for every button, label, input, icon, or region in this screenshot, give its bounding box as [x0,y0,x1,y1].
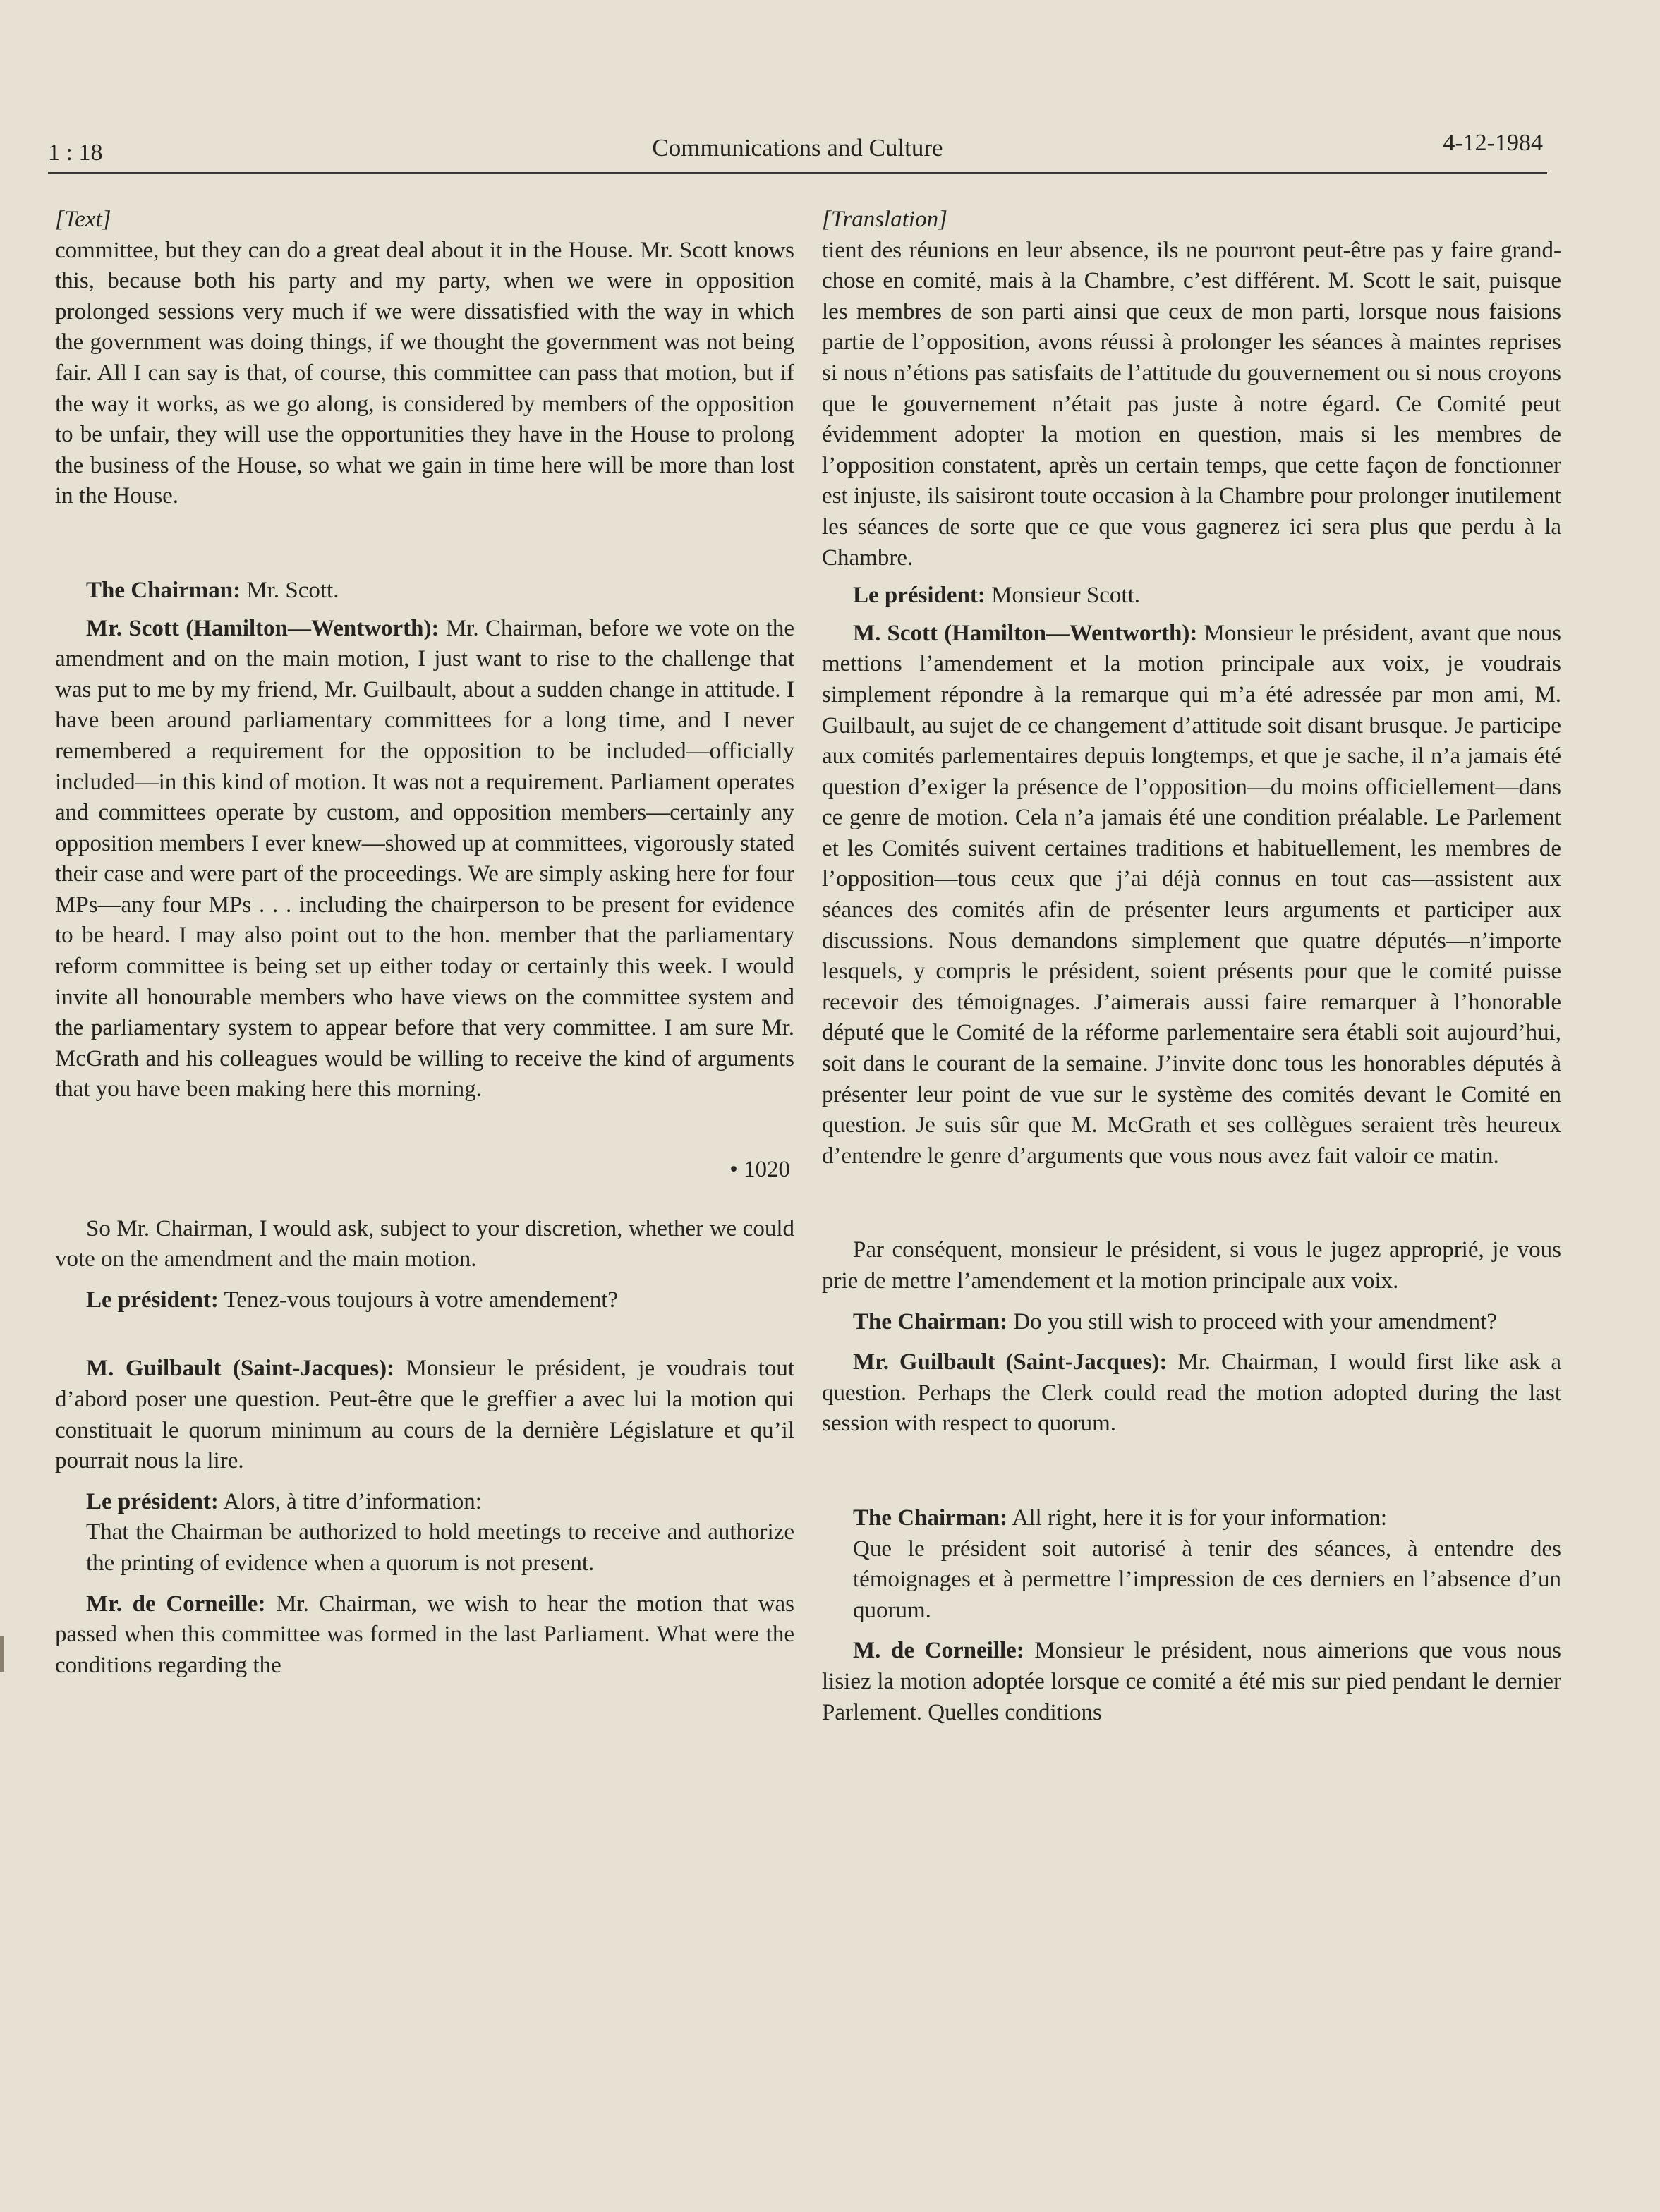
header-date: 4-12-1984 [1443,130,1543,156]
edge-mark [0,1636,4,1672]
speech-text: Monsieur le président, je voudrais tout d’abord poser une question. Peut-être que le greffier a avec lui la motion qui constituait le quorum minimum au cours de la dernière Législature et qu’il pourrait nous la lire. [55,1356,794,1474]
paragraph: So Mr. Chairman, I would ask, subject to your discretion, whether we could vote on the amendment and the main motion. [55,1215,794,1272]
speech-text: Mr. Chairman, I would first like ask a question. Perhaps the Clerk could read the motion adopted during the last session with respect to quorum. [822,1349,1561,1437]
paragraph [822,1307,1561,1338]
speaker-name: Mr. de Corneille: [86,1591,266,1617]
quoted-motion: Que le président soit autorisé à tenir des séances, à entendre des témoignages et à permettre l’impression de ces derniers en l’absence d’un quorum. [853,1536,1561,1623]
speech-text: Mr. Scott. [241,577,339,603]
translation-label: [Translation] [822,207,947,232]
running-title: Communications and Culture [652,134,943,162]
speaker-name: The Chairman: [853,1505,1008,1531]
text-label: [Text] [55,207,111,232]
speaker-name: Mr. Scott (Hamilton—Wentworth): [86,615,440,641]
paragraph [55,1285,794,1316]
speech-text: Mr. Chairman, before we vote on the amendment and on the main motion, I just want to rise to the challenge that was put to me by my friend, Mr. Guilbault, about a sudden change in attitude. I have been around parliamentary committees for a long time, and I never remembered a requirement for the opposition to be included—officially included—in this kind of motion. It was not a requirement. Parliament operates and committees operate by custom, and opposition members—certainly any opposition members I ever knew—showed up at committees, vigorously stated their case and were part of the proceedings. We are simply asking here for four MPs—any four MPs . . . including the chairperson to be present for evidence to be heard. I may also point out to the hon. member that the parliamentary reform committee is being set up either today or certainly this week. I would invite all honourable members who have views on the committee system and the parliamentary system to appear before that very committee. I am sure Mr. McGrath and his colleagues would be willing to receive the kind of arguments that you have been making here this morning. [55,615,794,1102]
paragraph [822,1347,1561,1440]
speaker-name: M. de Corneille: [853,1638,1024,1664]
paragraph [822,619,1561,1172]
paragraph: tient des réunions en leur absence, ils ne pourront peut-être pas y faire grand-chose en comité, mais à la Chambre, c’est différent. M. Scott le sait, puisque les membres de son parti ainsi que ceux de mon parti, lorsque nous faisions partie de l’opposition, avons réussi à prolonger les séances à maintes reprises si nous n’étions pas satisfaits de l’attitude du gouvernement ou si nous croyons que le gouvernement n’était pas juste à notre égard. Ce Comité peut évidemment adopter la motion en question, mais si les membres de l’opposition constatent, après un certain temps, que cette façon de fonctionner est injuste, ils saisiront toute occasion à la Chambre pour prolonger inutilement les séances de sorte que ce que vous gagnerez ici sera plus que perdu à la Chambre. [822,237,1561,571]
speech-text: Mr. Chairman, we wish to hear the motion that was passed when this committee was formed in the last Parliament. What were the conditions regarding the [55,1591,794,1678]
speech-text: Do you still wish to proceed with your amendment? [1007,1308,1497,1335]
paragraph [822,1503,1561,1534]
paragraph [55,614,794,1106]
speaker-name: M. Scott (Hamilton—Wentworth): [853,620,1198,646]
speaker-name: Le président: [853,583,986,609]
quoted-motion: That the Chairman be authorized to hold meetings to receive and authorize the printing of evidence when a quorum is not present. [86,1519,794,1576]
paragraph [55,1354,794,1476]
paragraph: Par conséquent, monsieur le président, si vous le jugez approprié, je vous prie de mettre l’amendement et la motion principale aux voix. [822,1237,1561,1294]
paragraph: committee, but they can do a great deal about it in the House. Mr. Scott knows this, because both his party and my party, when we were in opposition prolonged sessions very much if we were dissatisfied with the way in which the government was doing things, if we thought the government was not being fair. All I can say is that, of course, this committee can pass that motion, but if the way it works, as we go along, is considered by members of the opposition to be unfair, they will use the opportunities they have in the House to prolong the business of the House, so what we gain in time here will be more than lost in the House. [55,237,794,509]
paragraph [55,1589,794,1682]
left-column [55,205,794,1681]
speaker-name: The Chairman: [853,1308,1008,1335]
paragraph [822,581,1561,612]
speech-text: Tenez-vous toujours à votre amendement? [218,1287,619,1313]
right-column [822,205,1561,1728]
speaker-name: The Chairman: [86,577,241,603]
page-header [48,126,1547,174]
page-number: 1 : 18 [48,140,103,166]
speech-text: Alors, à titre d’information: [218,1488,482,1514]
speaker-name: M. Guilbault (Saint-Jacques): [86,1356,395,1382]
time-marker: • 1020 [729,1157,790,1183]
paragraph [55,576,794,607]
speech-text: Monsieur le président, nous aimerions que vous nous lisiez la motion adoptée lorsque ce comité a été mis sur pied pendant le dernier Parlement. Quelles conditions [822,1638,1561,1725]
paragraph [55,1487,794,1518]
speaker-name: Mr. Guilbault (Saint-Jacques): [853,1349,1168,1375]
speech-text: Monsieur Scott. [985,583,1140,609]
speaker-name: Le président: [86,1488,219,1514]
speaker-name: Le président: [86,1287,219,1313]
paragraph [822,1636,1561,1728]
speech-text: All right, here it is for your information: [1007,1505,1388,1531]
speech-text: Monsieur le président, avant que nous mettions l’amendement et la motion principale aux voix, je voudrais simplement répondre à la remarque qui m’a été adressée par mon ami, M. Guilbault, au sujet de ce changement d’attitude soit disant brusque. Je participe aux comités parlementaires depuis longtemps, et que je sache, il n’a jamais été question d’exiger la présence de l’opposition—du moins officiellement—dans ce genre de motion. Cela n’a jamais été une condition préalable. Le Parlement et les Comités suivent certaines traditions et habituellement, les membres de l’opposition—tous ceux que j’ai déjà connus en tout cas—assistent aux séances des comités afin de présenter leurs arguments et participer aux discussions. Nous demandons simplement que quatre députés—n’importe lesquels, y compris le président, soient présents pour que le comité puisse recevoir des témoignages. J’aimerais aussi faire remarquer à l’honorable député que le Comité de la réforme parlementaire sera établi soit aujourd’hui, soit dans le courant de la semaine. J’invite donc tous les honorables députés à présenter leur point de vue sur le système des comités devant le Comité en question. Je suis sûr que M. McGrath et ses collègues seraient très heureux d’entendre le genre d’arguments que vous nous avez fait valoir ce matin. [822,620,1562,1169]
